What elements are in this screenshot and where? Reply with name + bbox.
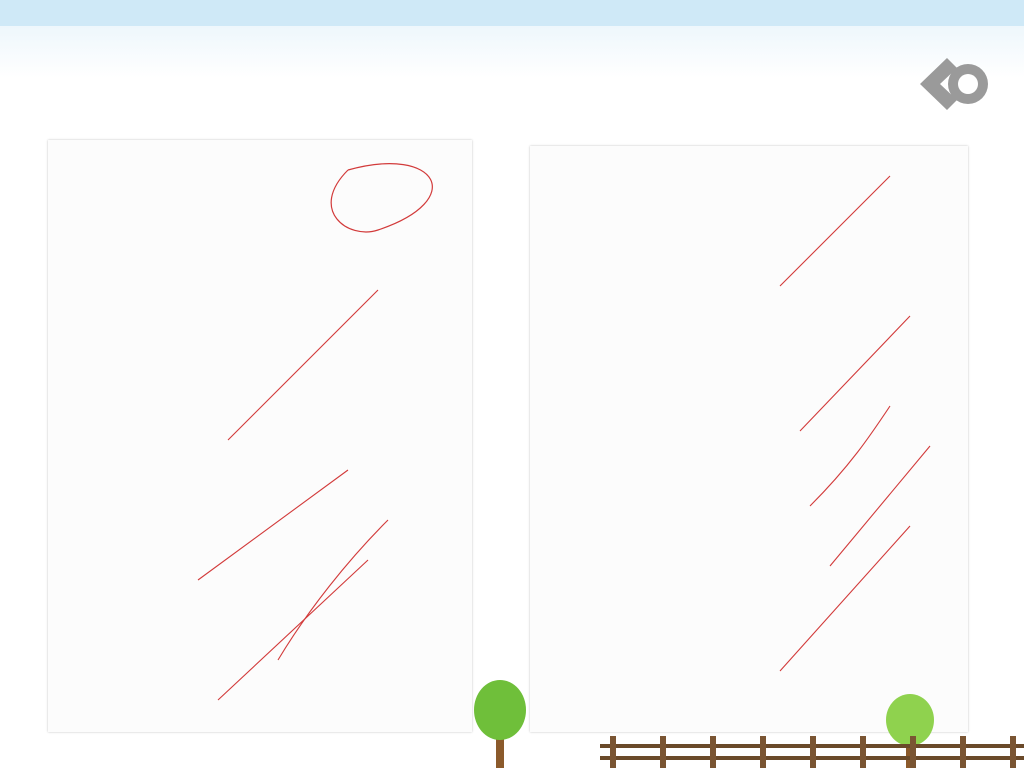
- worksheet-left-content: [82, 148, 458, 162]
- tree-decoration-icon: [470, 672, 530, 768]
- school-logo-icon: [912, 44, 1002, 124]
- fence-decoration: [600, 730, 1024, 768]
- worksheet-page-right: [530, 146, 968, 732]
- teacher-check-marks-right: [530, 146, 968, 732]
- teacher-check-marks-left: [48, 140, 472, 732]
- worksheet-page-left: [48, 140, 472, 732]
- class-members-row: [82, 148, 458, 162]
- header-band: [0, 26, 1024, 78]
